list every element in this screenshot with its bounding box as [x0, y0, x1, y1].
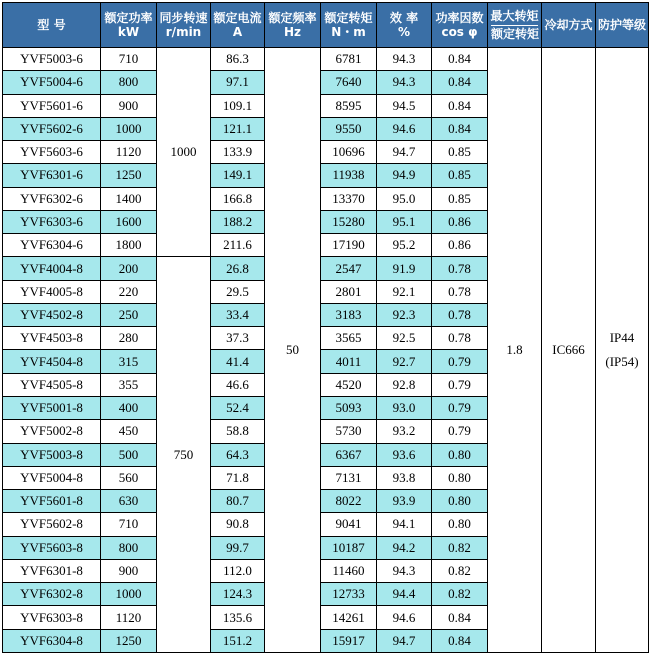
header-torque: 额定转矩 N・m [321, 3, 377, 48]
model-cell: YVF4004-8 [3, 257, 101, 280]
power-factor-cell: 0.79 [432, 420, 488, 443]
current-cell: 211.6 [211, 234, 265, 257]
torque-cell: 9550 [321, 117, 377, 140]
current-cell: 133.9 [211, 141, 265, 164]
header-model: 型 号 [3, 3, 101, 48]
current-cell: 135.6 [211, 606, 265, 629]
power-cell: 1800 [101, 234, 157, 257]
efficiency-cell: 95.1 [377, 210, 432, 233]
efficiency-cell: 94.3 [377, 71, 432, 94]
torque-cell: 3183 [321, 303, 377, 326]
current-cell: 37.3 [211, 327, 265, 350]
efficiency-cell: 92.3 [377, 303, 432, 326]
power-factor-cell: 0.79 [432, 373, 488, 396]
power-factor-cell: 0.86 [432, 234, 488, 257]
model-cell: YVF4505-8 [3, 373, 101, 396]
power-factor-cell: 0.82 [432, 536, 488, 559]
efficiency-cell: 94.3 [377, 48, 432, 71]
model-cell: YVF5001-8 [3, 396, 101, 419]
power-factor-cell: 0.80 [432, 490, 488, 513]
torque-cell: 17190 [321, 234, 377, 257]
power-factor-cell: 0.78 [432, 327, 488, 350]
torque-cell: 5093 [321, 396, 377, 419]
torque-cell: 15917 [321, 629, 377, 652]
torque-cell: 12733 [321, 583, 377, 606]
power-cell: 280 [101, 327, 157, 350]
power-cell: 1000 [101, 583, 157, 606]
torque-cell: 11938 [321, 164, 377, 187]
model-cell: YVF4502-8 [3, 303, 101, 326]
power-cell: 355 [101, 373, 157, 396]
model-cell: YVF5602-8 [3, 513, 101, 536]
power-cell: 1600 [101, 210, 157, 233]
current-cell: 99.7 [211, 536, 265, 559]
model-cell: YVF6302-8 [3, 583, 101, 606]
torque-cell: 11460 [321, 559, 377, 582]
power-cell: 710 [101, 48, 157, 71]
header-frequency: 额定频率 Hz [265, 3, 321, 48]
efficiency-cell: 92.1 [377, 280, 432, 303]
efficiency-cell: 94.9 [377, 164, 432, 187]
power-cell: 560 [101, 466, 157, 489]
efficiency-cell: 91.9 [377, 257, 432, 280]
power-factor-cell: 0.78 [432, 257, 488, 280]
current-cell: 121.1 [211, 117, 265, 140]
frequency-cell: 50 [265, 48, 321, 653]
table-row [3, 48, 649, 71]
power-factor-cell: 0.86 [432, 210, 488, 233]
current-cell: 90.8 [211, 513, 265, 536]
table-body [3, 48, 649, 653]
current-cell: 97.1 [211, 71, 265, 94]
current-cell: 71.8 [211, 466, 265, 489]
power-cell: 800 [101, 536, 157, 559]
current-cell: 52.4 [211, 396, 265, 419]
torque-cell: 6367 [321, 443, 377, 466]
power-cell: 800 [101, 71, 157, 94]
efficiency-cell: 94.6 [377, 117, 432, 140]
current-cell: 64.3 [211, 443, 265, 466]
efficiency-cell: 93.0 [377, 396, 432, 419]
torque-cell: 10187 [321, 536, 377, 559]
model-cell: YVF6301-6 [3, 164, 101, 187]
model-cell: YVF6303-8 [3, 606, 101, 629]
efficiency-cell: 95.2 [377, 234, 432, 257]
power-factor-cell: 0.80 [432, 443, 488, 466]
current-cell: 149.1 [211, 164, 265, 187]
model-cell: YVF4504-8 [3, 350, 101, 373]
header-power-factor: 功率因数 cos φ [432, 3, 488, 48]
current-cell: 151.2 [211, 629, 265, 652]
current-cell: 46.6 [211, 373, 265, 396]
torque-cell: 8022 [321, 490, 377, 513]
current-cell: 109.1 [211, 94, 265, 117]
model-cell: YVF4005-8 [3, 280, 101, 303]
efficiency-cell: 94.7 [377, 629, 432, 652]
efficiency-cell: 94.5 [377, 94, 432, 117]
efficiency-cell: 94.2 [377, 536, 432, 559]
power-factor-cell: 0.78 [432, 280, 488, 303]
model-cell: YVF5601-6 [3, 94, 101, 117]
torque-cell: 4520 [321, 373, 377, 396]
current-cell: 80.7 [211, 490, 265, 513]
model-cell: YVF5601-8 [3, 490, 101, 513]
model-cell: YVF6304-8 [3, 629, 101, 652]
torque-cell: 8595 [321, 94, 377, 117]
power-cell: 1120 [101, 606, 157, 629]
current-cell: 188.2 [211, 210, 265, 233]
model-cell: YVF6304-6 [3, 234, 101, 257]
power-factor-cell: 0.85 [432, 187, 488, 210]
torque-cell: 15280 [321, 210, 377, 233]
torque-cell: 10696 [321, 141, 377, 164]
current-cell: 166.8 [211, 187, 265, 210]
power-factor-cell: 0.84 [432, 94, 488, 117]
model-cell: YVF5003-6 [3, 48, 101, 71]
header-protection: 防护等级 [596, 3, 649, 48]
current-cell: 41.4 [211, 350, 265, 373]
power-cell: 710 [101, 513, 157, 536]
power-cell: 315 [101, 350, 157, 373]
current-cell: 58.8 [211, 420, 265, 443]
power-factor-cell: 0.84 [432, 117, 488, 140]
power-cell: 200 [101, 257, 157, 280]
power-factor-cell: 0.78 [432, 303, 488, 326]
power-factor-cell: 0.84 [432, 629, 488, 652]
cooling-cell: IC666 [542, 48, 596, 653]
header-speed: 同步转速 r/min [157, 3, 211, 48]
efficiency-cell: 93.9 [377, 490, 432, 513]
power-cell: 1250 [101, 164, 157, 187]
model-cell: YVF5004-8 [3, 466, 101, 489]
model-cell: YVF4503-8 [3, 327, 101, 350]
efficiency-cell: 93.2 [377, 420, 432, 443]
power-cell: 500 [101, 443, 157, 466]
protection-alt-value: (IP54) [605, 354, 639, 369]
current-cell: 29.5 [211, 280, 265, 303]
model-cell: YVF6301-8 [3, 559, 101, 582]
model-cell: YVF5602-6 [3, 117, 101, 140]
speed-cell-group2: 750 [157, 257, 211, 653]
efficiency-cell: 94.1 [377, 513, 432, 536]
header-efficiency: 效 率 % [377, 3, 432, 48]
protection-cell [596, 48, 649, 653]
power-factor-cell: 0.84 [432, 606, 488, 629]
model-cell: YVF6302-6 [3, 187, 101, 210]
power-cell: 220 [101, 280, 157, 303]
current-cell: 112.0 [211, 559, 265, 582]
power-factor-cell: 0.79 [432, 350, 488, 373]
header-power: 额定功率 kW [101, 3, 157, 48]
torque-cell: 13370 [321, 187, 377, 210]
model-cell: YVF5003-8 [3, 443, 101, 466]
model-cell: YVF6303-6 [3, 210, 101, 233]
efficiency-cell: 95.0 [377, 187, 432, 210]
torque-cell: 5730 [321, 420, 377, 443]
power-cell: 1250 [101, 629, 157, 652]
current-cell: 124.3 [211, 583, 265, 606]
model-cell: YVF5002-8 [3, 420, 101, 443]
efficiency-cell: 94.6 [377, 606, 432, 629]
power-cell: 900 [101, 559, 157, 582]
header-current: 额定电流 A [211, 3, 265, 48]
efficiency-cell: 92.5 [377, 327, 432, 350]
power-factor-cell: 0.85 [432, 141, 488, 164]
header-max-torque: 最大转矩 额定转矩 [488, 3, 542, 48]
power-cell: 250 [101, 303, 157, 326]
torque-cell: 2547 [321, 257, 377, 280]
power-factor-cell: 0.85 [432, 164, 488, 187]
power-cell: 1120 [101, 141, 157, 164]
speed-cell-group1: 1000 [157, 48, 211, 257]
model-cell: YVF5004-6 [3, 71, 101, 94]
current-cell: 33.4 [211, 303, 265, 326]
max-torque-cell: 1.8 [488, 48, 542, 653]
power-factor-cell: 0.82 [432, 559, 488, 582]
efficiency-cell: 93.6 [377, 443, 432, 466]
power-factor-cell: 0.79 [432, 396, 488, 419]
efficiency-cell: 94.7 [377, 141, 432, 164]
power-cell: 450 [101, 420, 157, 443]
power-factor-cell: 0.80 [432, 466, 488, 489]
current-cell: 86.3 [211, 48, 265, 71]
efficiency-cell: 92.8 [377, 373, 432, 396]
torque-cell: 7131 [321, 466, 377, 489]
table-header [3, 3, 649, 48]
torque-cell: 3565 [321, 327, 377, 350]
efficiency-cell: 94.4 [377, 583, 432, 606]
efficiency-cell: 92.7 [377, 350, 432, 373]
power-cell: 900 [101, 94, 157, 117]
header-cooling: 冷却方式 [542, 3, 596, 48]
power-cell: 1000 [101, 117, 157, 140]
power-cell: 400 [101, 396, 157, 419]
power-factor-cell: 0.84 [432, 71, 488, 94]
power-factor-cell: 0.84 [432, 48, 488, 71]
protection-value: IP44 [609, 330, 635, 345]
current-cell: 26.8 [211, 257, 265, 280]
torque-cell: 2801 [321, 280, 377, 303]
power-factor-cell: 0.82 [432, 583, 488, 606]
power-cell: 630 [101, 490, 157, 513]
motor-spec-table [2, 2, 649, 653]
model-cell: YVF5603-8 [3, 536, 101, 559]
power-cell: 1400 [101, 187, 157, 210]
torque-cell: 4011 [321, 350, 377, 373]
efficiency-cell: 93.8 [377, 466, 432, 489]
torque-cell: 14261 [321, 606, 377, 629]
torque-cell: 6781 [321, 48, 377, 71]
power-factor-cell: 0.80 [432, 513, 488, 536]
model-cell: YVF5603-6 [3, 141, 101, 164]
torque-cell: 7640 [321, 71, 377, 94]
torque-cell: 9041 [321, 513, 377, 536]
efficiency-cell: 94.3 [377, 559, 432, 582]
